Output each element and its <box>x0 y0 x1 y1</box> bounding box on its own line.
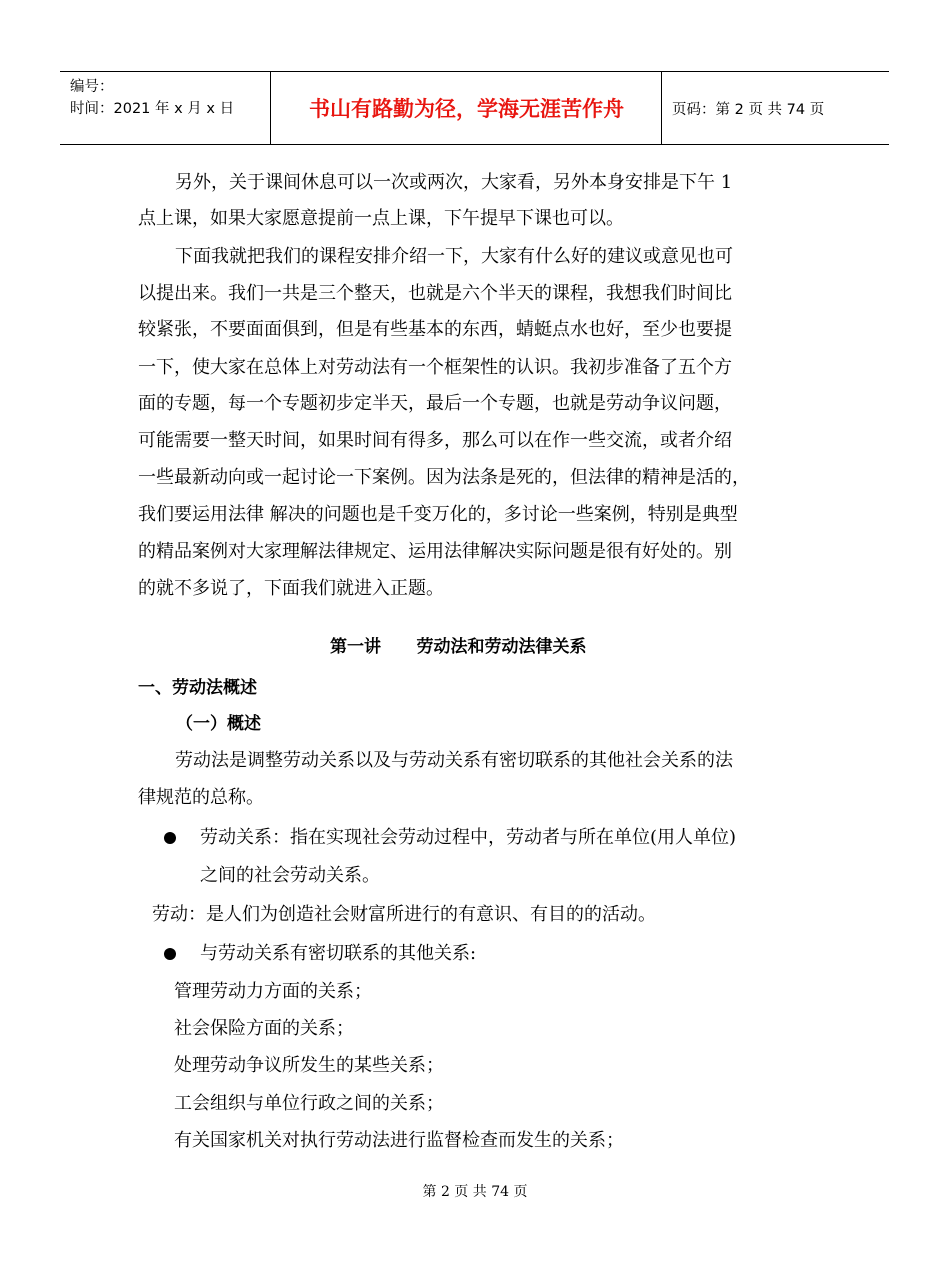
paragraph-line: 我们要运用法律 解决的问题也是千变万化的，多讨论一些案例，特别是典型 <box>138 504 738 525</box>
header-motto: 书山有路勤为径，学海无涯苦作舟 <box>272 72 662 144</box>
paragraph-line: 可能需要一整天时间，如果时间有得多，那么可以在作一些交流，或者介绍 <box>138 430 732 451</box>
paragraph-line: 较紧张，不要面面俱到，但是有些基本的东西，蜻蜓点水也好，至少也要提 <box>138 319 732 340</box>
time-label: 时间：2021 年 x 月 x 日 <box>70 101 235 117</box>
bullet-text: 劳动关系：指在实现社会劳动过程中，劳动者与所在单位(用人单位) <box>200 827 737 848</box>
labor-definition: 劳动：是人们为创造社会财富所进行的有意识、有目的的活动。 <box>152 904 656 925</box>
section-heading: 一、劳动法概述 <box>138 678 257 698</box>
paragraph-line: 一些最新动向或一起讨论一下案例。因为法条是死的，但法律的精神是活的， <box>138 467 750 488</box>
subsection-heading: （一）概述 <box>176 714 261 734</box>
header-table <box>60 71 889 145</box>
header-meta <box>60 72 271 144</box>
paragraph-line: 点上课，如果大家愿意提前一点上课，下午提早下课也可以。 <box>138 208 624 229</box>
paragraph-line: 另外，关于课间休息可以一次或两次，大家看，另外本身安排是下午 1 <box>175 172 733 193</box>
definition-line: 律规范的总称。 <box>138 787 264 808</box>
paragraph-line: 下面我就把我们的课程安排介绍一下，大家有什么好的建议或意见也可 <box>175 246 733 267</box>
bullet-dot <box>164 948 176 960</box>
relation-item: 处理劳动争议所发生的某些关系； <box>174 1055 444 1076</box>
paragraph-line: 以提出来。我们一共是三个整天，也就是六个半天的课程，我想我们时间比 <box>138 283 732 304</box>
bullet-dot <box>164 832 176 844</box>
number-label: 编号： <box>70 79 114 95</box>
paragraph-line: 面的专题，每一个专题初步定半天，最后一个专题，也就是劳动争议问题， <box>138 393 732 414</box>
page-footer: 第 2 页 共 74 页 <box>422 1184 528 1200</box>
paragraph-line: 的就不多说了，下面我们就进入正题。 <box>138 578 444 599</box>
bullet-text: 之间的社会劳动关系。 <box>200 865 380 886</box>
relation-item: 工会组织与单位行政之间的关系； <box>174 1093 444 1114</box>
relation-item: 有关国家机关对执行劳动法进行监督检查而发生的关系； <box>174 1130 624 1151</box>
relation-item: 管理劳动力方面的关系； <box>174 981 372 1002</box>
paragraph-line: 的精品案例对大家理解法律规定、运用法律解决实际问题是很有好处的。别 <box>138 541 732 562</box>
header-page-label: 页码：第 2 页 共 74 页 <box>672 101 825 118</box>
bullet-text: 与劳动关系有密切联系的其他关系: <box>200 943 477 964</box>
relation-item: 社会保险方面的关系； <box>174 1018 354 1039</box>
paragraph-line: 一下，使大家在总体上对劳动法有一个框架性的认识。我初步准备了五个方 <box>138 357 732 378</box>
definition-line: 劳动法是调整劳动关系以及与劳动关系有密切联系的其他社会关系的法 <box>175 750 733 771</box>
lecture-title: 第一讲 劳动法和劳动法律关系 <box>330 637 587 657</box>
